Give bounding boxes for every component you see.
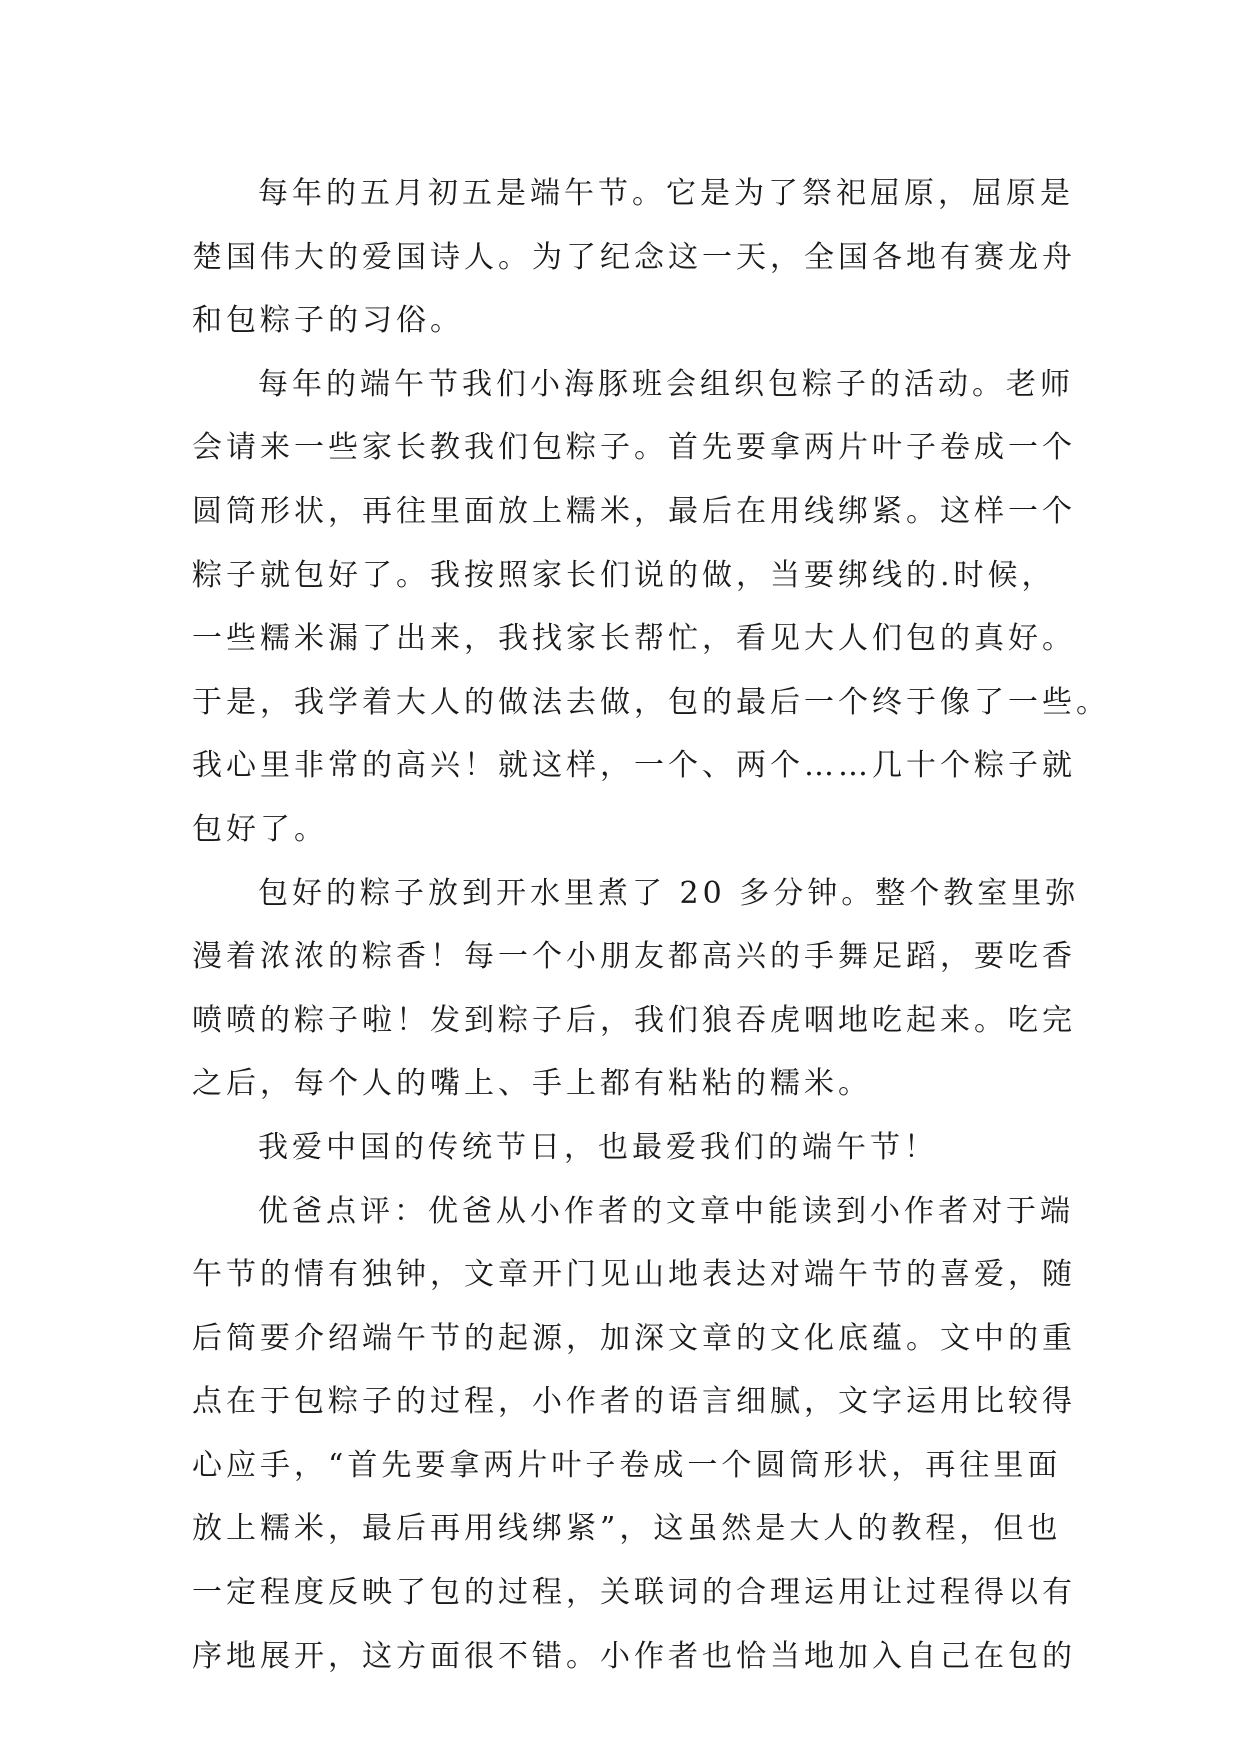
text-line: 我爱中国的传统节日，也最爱我们的端午节！ [258, 1129, 938, 1165]
text-line: 一定程度反映了包的过程，关联词的合理运用让过程得以有 [192, 1575, 1076, 1611]
essay-body [192, 162, 1110, 1688]
text-line: 包好了。 [192, 811, 328, 847]
paragraph [192, 162, 1092, 353]
text-line: 会请来一些家长教我们包粽子。首先要拿两片叶子卷成一个 [192, 430, 1076, 466]
text-line: 一些糯米漏了出来，我找家长帮忙，看见大人们包的真好。 [192, 621, 1076, 657]
text-line: 放上糯米，最后再用线绑紧”，这虽然是大人的教程，但也 [192, 1511, 1062, 1547]
text-line: 后简要介绍端午节的起源，加深文章的文化底蕴。文中的重 [192, 1320, 1076, 1356]
text-line: 点在于包粽子的过程，小作者的语言细腻，文字运用比较得 [192, 1384, 1076, 1420]
text-line: 心应手，“首先要拿两片叶子卷成一个圆筒形状，再往里面 [192, 1447, 1062, 1483]
text-line: 楚国伟大的爱国诗人。为了纪念这一天，全国各地有赛龙舟 [192, 239, 1076, 275]
text-line: 午节的情有独钟，文章开门见山地表达对端午节的喜爱，随 [192, 1257, 1076, 1293]
text-line: 粽子就包好了。我按照家长们说的做，当要绑线的.时候， [192, 557, 1056, 593]
paragraph [192, 353, 1110, 862]
text-line: 每年的端午节我们小海豚班会组织包粽子的活动。老师 [258, 366, 1074, 402]
paragraph [192, 1116, 1092, 1180]
text-line: 和包粽子的习俗。 [192, 303, 464, 339]
text-line: 漫着浓浓的粽香！每一个小朋友都高兴的手舞足蹈，要吃香 [192, 939, 1076, 975]
text-line: 于是，我学着大人的做法去做，包的最后一个终于像了一些。 [192, 684, 1110, 720]
text-line: 序地展开，这方面很不错。小作者也恰当地加入自己在包的 [192, 1638, 1076, 1674]
text-line: 优爸点评：优爸从小作者的文章中能读到小作者对于端 [258, 1193, 1074, 1229]
text-line: 圆筒形状，再往里面放上糯米，最后在用线绑紧。这样一个 [192, 493, 1076, 529]
paragraph [192, 862, 1092, 1116]
paragraph [192, 1180, 1092, 1689]
text-line: 之后，每个人的嘴上、手上都有粘粘的糯米。 [192, 1066, 872, 1102]
text-line: 我心里非常的高兴！就这样，一个、两个……几十个粽子就 [192, 748, 1076, 784]
text-line: 包好的粽子放到开水里煮了 20 多分钟。整个教室里弥 [258, 875, 1080, 911]
text-line: 每年的五月初五是端午节。它是为了祭祀屈原，屈原是 [258, 176, 1074, 211]
text-line: 喷喷的粽子啦！发到粽子后，我们狼吞虎咽地吃起来。吃完 [192, 1002, 1076, 1038]
